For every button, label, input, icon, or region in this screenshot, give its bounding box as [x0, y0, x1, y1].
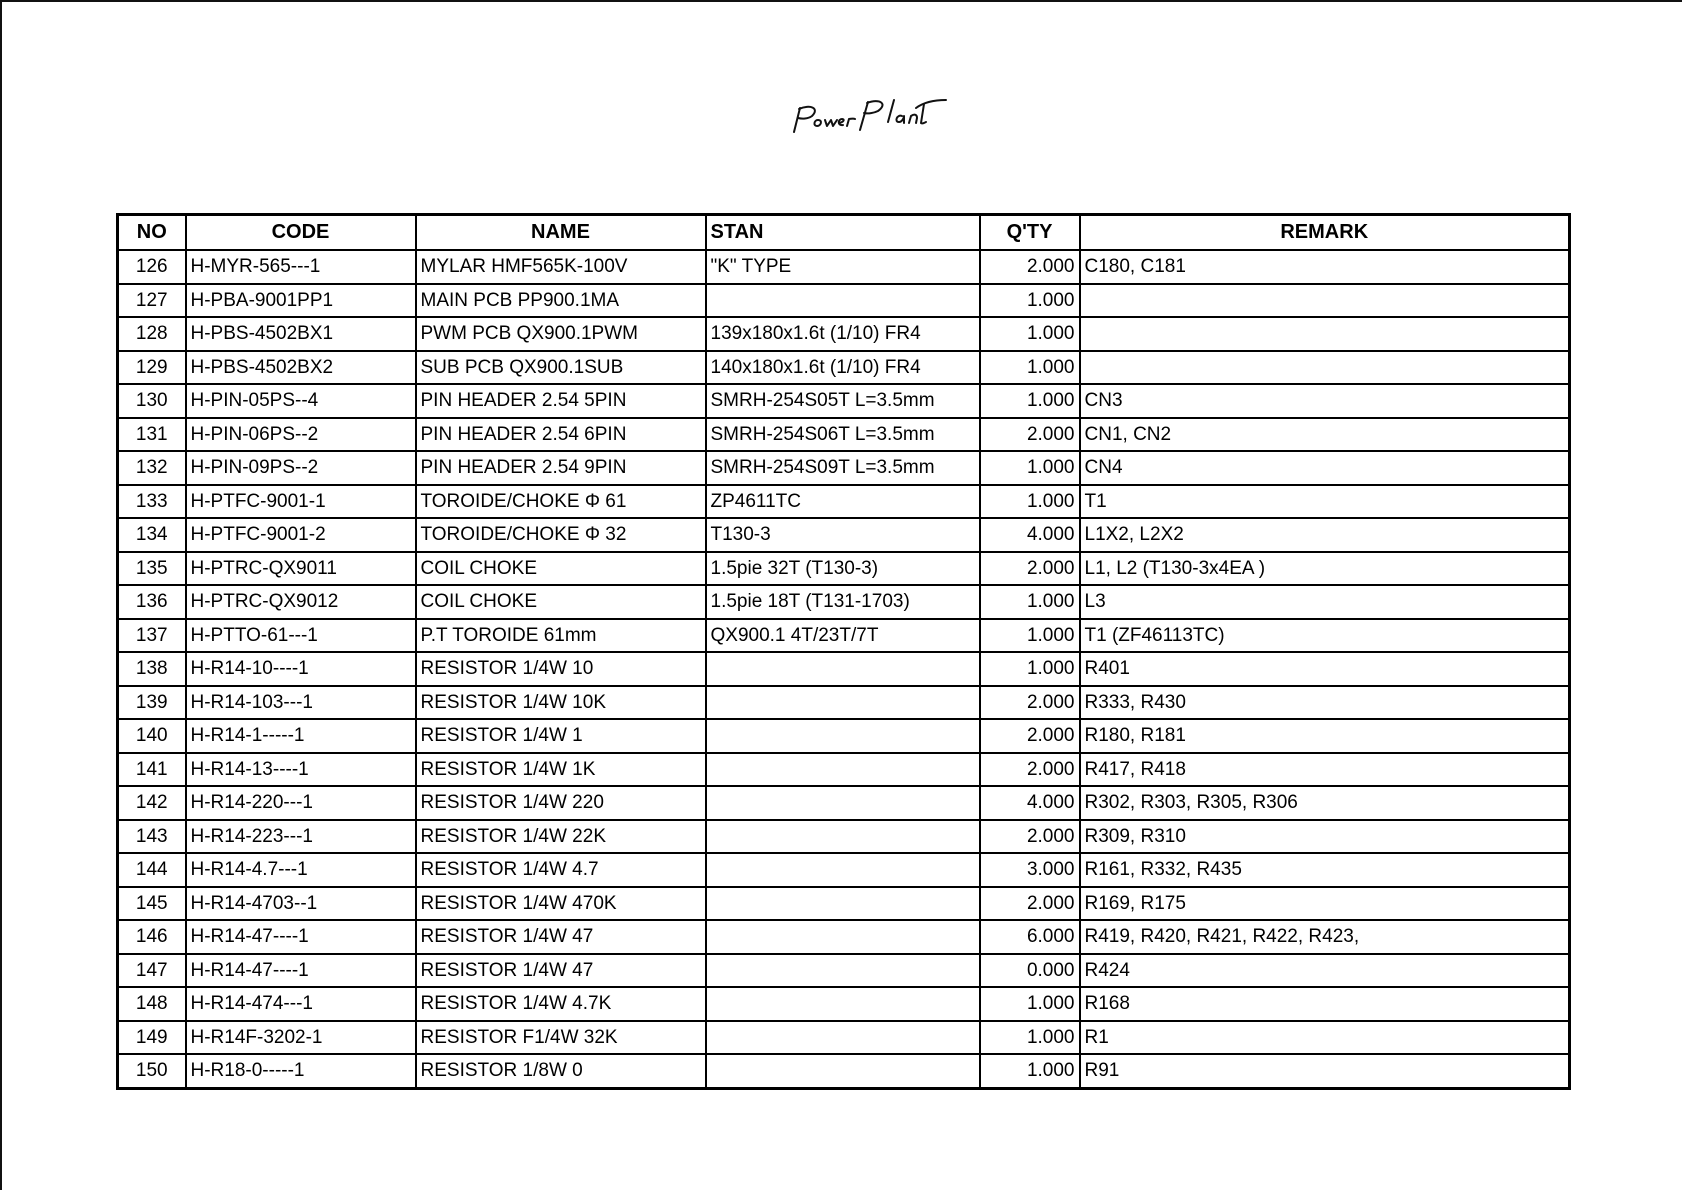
- table-row: [118, 1021, 1570, 1055]
- cell-name: RESISTOR 1/8W 0: [416, 1054, 706, 1088]
- cell-code: H-R18-0-----1: [186, 1054, 416, 1088]
- table-row: [118, 954, 1570, 988]
- cell-name: RESISTOR F1/4W 32K: [416, 1021, 706, 1055]
- cell-code: H-PBS-4502BX1: [186, 317, 416, 351]
- cell-name: RESISTOR 1/4W 4.7: [416, 853, 706, 887]
- cell-code: H-PTRC-QX9012: [186, 585, 416, 619]
- table-row: [118, 753, 1570, 787]
- cell-no: 129: [118, 351, 186, 385]
- cell-qty: 2.000: [980, 820, 1080, 854]
- cell-qty: 2.000: [980, 250, 1080, 284]
- table-header-row: [118, 215, 1570, 251]
- table-row: [118, 786, 1570, 820]
- cell-stan: [706, 987, 980, 1021]
- cell-stan: [706, 887, 980, 921]
- cell-remark: CN4: [1080, 451, 1570, 485]
- cell-qty: 1.000: [980, 1054, 1080, 1088]
- table-row: [118, 820, 1570, 854]
- logo-signature: [788, 92, 952, 138]
- cell-name: MAIN PCB PP900.1MA: [416, 284, 706, 318]
- cell-no: 142: [118, 786, 186, 820]
- cell-no: 140: [118, 719, 186, 753]
- cell-no: 138: [118, 652, 186, 686]
- cell-remark: R401: [1080, 652, 1570, 686]
- cell-code: H-R14-10----1: [186, 652, 416, 686]
- cell-remark: R161, R332, R435: [1080, 853, 1570, 887]
- cell-stan: [706, 719, 980, 753]
- cell-name: PIN HEADER 2.54 5PIN: [416, 384, 706, 418]
- cell-remark: [1080, 317, 1570, 351]
- cell-name: RESISTOR 1/4W 220: [416, 786, 706, 820]
- cell-code: H-PTTO-61---1: [186, 619, 416, 653]
- cell-code: H-R14-1-----1: [186, 719, 416, 753]
- cell-remark: R168: [1080, 987, 1570, 1021]
- cell-qty: 4.000: [980, 786, 1080, 820]
- table-row: [118, 853, 1570, 887]
- cell-remark: L1, L2 (T130-3x4EA ): [1080, 552, 1570, 586]
- cell-stan: SMRH-254S06T L=3.5mm: [706, 418, 980, 452]
- cell-stan: [706, 820, 980, 854]
- cell-remark: R419, R420, R421, R422, R423,: [1080, 920, 1570, 954]
- table-row: [118, 585, 1570, 619]
- parts-list-table: [116, 213, 1571, 1090]
- cell-name: RESISTOR 1/4W 4.7K: [416, 987, 706, 1021]
- cell-no: 150: [118, 1054, 186, 1088]
- cell-qty: 1.000: [980, 451, 1080, 485]
- cell-name: P.T TOROIDE 61mm: [416, 619, 706, 653]
- table-row: [118, 887, 1570, 921]
- cell-stan: 140x180x1.6t (1/10) FR4: [706, 351, 980, 385]
- table-row: [118, 351, 1570, 385]
- header-remark: REMARK: [1080, 215, 1570, 251]
- cell-no: 136: [118, 585, 186, 619]
- cell-stan: [706, 753, 980, 787]
- table-row: [118, 518, 1570, 552]
- cell-stan: [706, 920, 980, 954]
- cell-qty: 1.000: [980, 987, 1080, 1021]
- cell-name: PIN HEADER 2.54 9PIN: [416, 451, 706, 485]
- cell-no: 149: [118, 1021, 186, 1055]
- cell-qty: 2.000: [980, 887, 1080, 921]
- cell-name: RESISTOR 1/4W 470K: [416, 887, 706, 921]
- cell-no: 131: [118, 418, 186, 452]
- cell-name: RESISTOR 1/4W 47: [416, 920, 706, 954]
- cell-qty: 2.000: [980, 753, 1080, 787]
- cell-no: 144: [118, 853, 186, 887]
- header-no: NO: [118, 215, 186, 251]
- table-row: [118, 485, 1570, 519]
- cell-no: 133: [118, 485, 186, 519]
- table-row: [118, 317, 1570, 351]
- cell-code: H-R14F-3202-1: [186, 1021, 416, 1055]
- cell-stan: "K" TYPE: [706, 250, 980, 284]
- cell-stan: [706, 786, 980, 820]
- cell-code: H-R14-220---1: [186, 786, 416, 820]
- table-row: [118, 719, 1570, 753]
- header-code: CODE: [186, 215, 416, 251]
- cell-name: TOROIDE/CHOKE Φ 61: [416, 485, 706, 519]
- cell-stan: 139x180x1.6t (1/10) FR4: [706, 317, 980, 351]
- cell-remark: R424: [1080, 954, 1570, 988]
- scan-border-left: [0, 0, 2, 1190]
- cell-remark: R309, R310: [1080, 820, 1570, 854]
- cell-qty: 2.000: [980, 418, 1080, 452]
- table-row: [118, 920, 1570, 954]
- header-stan: STAN: [706, 215, 980, 251]
- cell-code: H-R14-47----1: [186, 954, 416, 988]
- cell-no: 145: [118, 887, 186, 921]
- cell-no: 130: [118, 384, 186, 418]
- cell-qty: 0.000: [980, 954, 1080, 988]
- cell-remark: R302, R303, R305, R306: [1080, 786, 1570, 820]
- cell-remark: R1: [1080, 1021, 1570, 1055]
- cell-remark: R180, R181: [1080, 719, 1570, 753]
- cell-qty: 2.000: [980, 552, 1080, 586]
- cell-name: COIL CHOKE: [416, 585, 706, 619]
- cell-no: 127: [118, 284, 186, 318]
- powerplant-logo: [788, 92, 952, 138]
- cell-code: H-PIN-05PS--4: [186, 384, 416, 418]
- cell-code: H-PBA-9001PP1: [186, 284, 416, 318]
- cell-no: 128: [118, 317, 186, 351]
- cell-stan: 1.5pie 18T (T131-1703): [706, 585, 980, 619]
- cell-no: 148: [118, 987, 186, 1021]
- cell-code: H-MYR-565---1: [186, 250, 416, 284]
- cell-stan: [706, 652, 980, 686]
- cell-remark: R169, R175: [1080, 887, 1570, 921]
- cell-qty: 1.000: [980, 652, 1080, 686]
- cell-remark: R91: [1080, 1054, 1570, 1088]
- table-row: [118, 384, 1570, 418]
- table-row: [118, 619, 1570, 653]
- cell-stan: [706, 853, 980, 887]
- cell-remark: R417, R418: [1080, 753, 1570, 787]
- cell-remark: C180, C181: [1080, 250, 1570, 284]
- cell-stan: [706, 954, 980, 988]
- cell-code: H-PBS-4502BX2: [186, 351, 416, 385]
- cell-stan: 1.5pie 32T (T130-3): [706, 552, 980, 586]
- cell-no: 126: [118, 250, 186, 284]
- cell-code: H-PIN-09PS--2: [186, 451, 416, 485]
- cell-name: RESISTOR 1/4W 1: [416, 719, 706, 753]
- cell-remark: [1080, 284, 1570, 318]
- cell-no: 147: [118, 954, 186, 988]
- cell-remark: R333, R430: [1080, 686, 1570, 720]
- table-row: [118, 250, 1570, 284]
- cell-no: 134: [118, 518, 186, 552]
- cell-stan: SMRH-254S09T L=3.5mm: [706, 451, 980, 485]
- table-row: [118, 686, 1570, 720]
- table-row: [118, 1054, 1570, 1088]
- cell-qty: 1.000: [980, 619, 1080, 653]
- cell-code: H-PTRC-QX9011: [186, 552, 416, 586]
- cell-no: 139: [118, 686, 186, 720]
- cell-qty: 1.000: [980, 1021, 1080, 1055]
- table-row: [118, 987, 1570, 1021]
- cell-qty: 1.000: [980, 351, 1080, 385]
- header-qty: Q'TY: [980, 215, 1080, 251]
- table-row: [118, 652, 1570, 686]
- cell-name: RESISTOR 1/4W 47: [416, 954, 706, 988]
- table-row: [118, 418, 1570, 452]
- cell-remark: CN1, CN2: [1080, 418, 1570, 452]
- cell-code: H-R14-223---1: [186, 820, 416, 854]
- cell-name: RESISTOR 1/4W 22K: [416, 820, 706, 854]
- cell-no: 146: [118, 920, 186, 954]
- cell-name: RESISTOR 1/4W 10: [416, 652, 706, 686]
- cell-name: RESISTOR 1/4W 1K: [416, 753, 706, 787]
- cell-stan: T130-3: [706, 518, 980, 552]
- cell-no: 132: [118, 451, 186, 485]
- cell-stan: [706, 1054, 980, 1088]
- cell-qty: 2.000: [980, 719, 1080, 753]
- cell-stan: SMRH-254S05T L=3.5mm: [706, 384, 980, 418]
- cell-remark: T1 (ZF46113TC): [1080, 619, 1570, 653]
- cell-no: 143: [118, 820, 186, 854]
- cell-code: H-R14-4703--1: [186, 887, 416, 921]
- cell-stan: [706, 686, 980, 720]
- table-row: [118, 451, 1570, 485]
- cell-code: H-PIN-06PS--2: [186, 418, 416, 452]
- cell-no: 141: [118, 753, 186, 787]
- cell-qty: 1.000: [980, 485, 1080, 519]
- cell-name: COIL CHOKE: [416, 552, 706, 586]
- table-row: [118, 552, 1570, 586]
- cell-qty: 2.000: [980, 686, 1080, 720]
- scan-border-top: [0, 0, 1682, 2]
- cell-qty: 6.000: [980, 920, 1080, 954]
- cell-stan: QX900.1 4T/23T/7T: [706, 619, 980, 653]
- cell-code: H-PTFC-9001-2: [186, 518, 416, 552]
- table-body: [118, 250, 1570, 1088]
- cell-code: H-R14-4.7---1: [186, 853, 416, 887]
- cell-remark: L1X2, L2X2: [1080, 518, 1570, 552]
- cell-name: PIN HEADER 2.54 6PIN: [416, 418, 706, 452]
- cell-remark: [1080, 351, 1570, 385]
- cell-stan: ZP4611TC: [706, 485, 980, 519]
- cell-qty: 1.000: [980, 384, 1080, 418]
- cell-code: H-R14-103---1: [186, 686, 416, 720]
- cell-name: SUB PCB QX900.1SUB: [416, 351, 706, 385]
- cell-qty: 1.000: [980, 317, 1080, 351]
- cell-code: H-R14-474---1: [186, 987, 416, 1021]
- cell-qty: 1.000: [980, 585, 1080, 619]
- cell-no: 137: [118, 619, 186, 653]
- cell-name: PWM PCB QX900.1PWM: [416, 317, 706, 351]
- cell-name: TOROIDE/CHOKE Φ 32: [416, 518, 706, 552]
- cell-code: H-R14-13----1: [186, 753, 416, 787]
- cell-remark: T1: [1080, 485, 1570, 519]
- cell-stan: [706, 284, 980, 318]
- cell-remark: L3: [1080, 585, 1570, 619]
- cell-qty: 3.000: [980, 853, 1080, 887]
- cell-code: H-PTFC-9001-1: [186, 485, 416, 519]
- cell-name: MYLAR HMF565K-100V: [416, 250, 706, 284]
- cell-no: 135: [118, 552, 186, 586]
- cell-qty: 1.000: [980, 284, 1080, 318]
- table-row: [118, 284, 1570, 318]
- cell-stan: [706, 1021, 980, 1055]
- cell-name: RESISTOR 1/4W 10K: [416, 686, 706, 720]
- cell-remark: CN3: [1080, 384, 1570, 418]
- header-name: NAME: [416, 215, 706, 251]
- cell-qty: 4.000: [980, 518, 1080, 552]
- cell-code: H-R14-47----1: [186, 920, 416, 954]
